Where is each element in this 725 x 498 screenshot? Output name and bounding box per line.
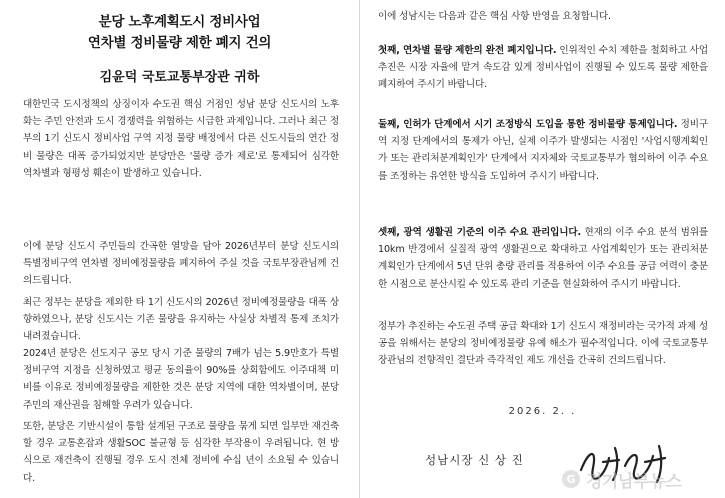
request-intro: 이에 성남시는 다음과 같은 핵심 사항 반영을 요청합니다.	[378, 11, 611, 22]
request-item-1-body: 인위적인 수치 제한을 철회하고 사업 추진은 시장 자율에 맡겨 속도감 있게 정비사업이 진행될 수 있도록 물량 제한을 폐지하여 주시기 바랍니다.	[378, 45, 709, 91]
paragraph-background: 대한민국 도시정책의 상징이자 수도권 핵심 거점인 성남 분당 신도시의 노후화는 주민 안전과 도시 경쟁력을 위협하는 시급한 과제입니다. 그러나 최근 정부의 1기 신도시 정비사업 구역 지정 물량 배정에서 다른 신도시들의 연간 정비 물량은 대폭 증가되었지만 분당만은 '물량 증가 제로'로 통제되어 심각한 역차별과 형평성 훼손이 발생하고 있습니다.	[23, 99, 339, 179]
request-item-1	[378, 42, 708, 94]
request-item-3-body: 현재의 이주 수요 분석 범위를 10km 반경에서 실질적 광역 생활권으로 확대하고 사업계획인가 또는 관리처분계획인가 단계에서 5년 단위 총량 관리를 적용하여 이주 수요를 공급 여력이 충분한 시점으로 분산시킬 수 있도록 관리 기준을 현실화하여 주시기 바랍니다.	[378, 227, 708, 290]
paragraph-discrimination: 최근 정부는 분당을 제외한 타 1기 신도시의 2026년 정비예정물량을 대폭 상향하였으나, 분당 신도시는 기존 물량을 유지하는 사실상 차별적 통제 조치가 내려졌습니다.	[23, 297, 339, 343]
request-item-2-body: 정비구역 지정 단계에서의 통제가 아닌, 실제 이주가 발생되는 시점인 '사업시행계획인가 또는 관리처분계획인가' 단계에서 지자체와 국토교통부가 협의하여 이주 수요를 조정하는 유연한 방식을 도입하여 주시기 바랍니다.	[378, 119, 708, 182]
signer-name: 성남시장 신 상 진	[425, 453, 524, 467]
request-item-2	[378, 116, 708, 185]
document-date: 2026. 2. .	[508, 406, 577, 417]
paragraph-2024-application: 2024년 분당은 선도지구 공모 당시 기준 물량의 7배가 넘는 5.9만호가 특별정비구역 지정을 신청하였고 평균 동의율이 90%를 상회함에도 이주대책 미비를 이유로 정비예정물량을 제한한 것은 분당 지역에 대한 역차별이며, 분당 주민의 재산권을 침해할 우려가 있습니다.	[23, 348, 339, 411]
closing-paragraph: 정부가 추진하는 수도권 주택 공급 확대와 1기 신도시 재정비라는 국가적 과제 성공을 위해서는 분당의 정비예정물량 유예 해소가 필수적입니다. 이에 국토교통부 장관님의 전향적인 결단과 즉각적인 제도 개선을 간곡히 건의드립니다.	[378, 321, 708, 367]
request-item-2-heading: 둘째, 인허가 단계에서 시기 조정방식 도입을 통한 정비물량 통제입니다.	[378, 119, 678, 130]
document-title-line1: 분당 노후계획도시 정비사업	[98, 14, 261, 30]
addressee: 김윤덕 국토교통부장관 귀하	[99, 70, 260, 85]
request-item-1-heading: 첫째, 연차별 물량 제한의 완전 폐지입니다.	[378, 45, 557, 56]
paragraph-request: 이에 분당 신도시 주민들의 간곡한 열망을 담아 2026년부터 분당 신도시의 특별정비구역 연차별 정비예정물량을 폐지하여 주실 것을 국토부장관님께 건의드립니다.	[23, 241, 339, 287]
svg-text:G: G	[566, 473, 576, 486]
request-item-3	[378, 224, 708, 293]
news-watermark	[560, 466, 720, 492]
request-item-3-heading: 셋째, 광역 생활권 기준의 이주 수요 관리입니다.	[378, 227, 582, 238]
watermark-logo-icon	[560, 468, 582, 490]
letter-page-left	[0, 0, 360, 498]
letter-page-right	[360, 0, 725, 498]
document-title-line2: 연차별 정비물량 제한 폐지 건의	[87, 35, 272, 51]
watermark-text: 경기남부뉴스	[586, 471, 682, 492]
paragraph-side-effects: 또한, 분당은 기반시설이 통합 설계된 구조로 물량을 묶게 되면 일부만 재건축할 경우 교통혼잡과 생활SOC 불균형 등 심각한 부작용이 우려됩니다. 현 방식으로 재건축이 진행될 경우 도시 전체 정비에 수십 년이 소요될 수 있습니다.	[23, 421, 339, 484]
